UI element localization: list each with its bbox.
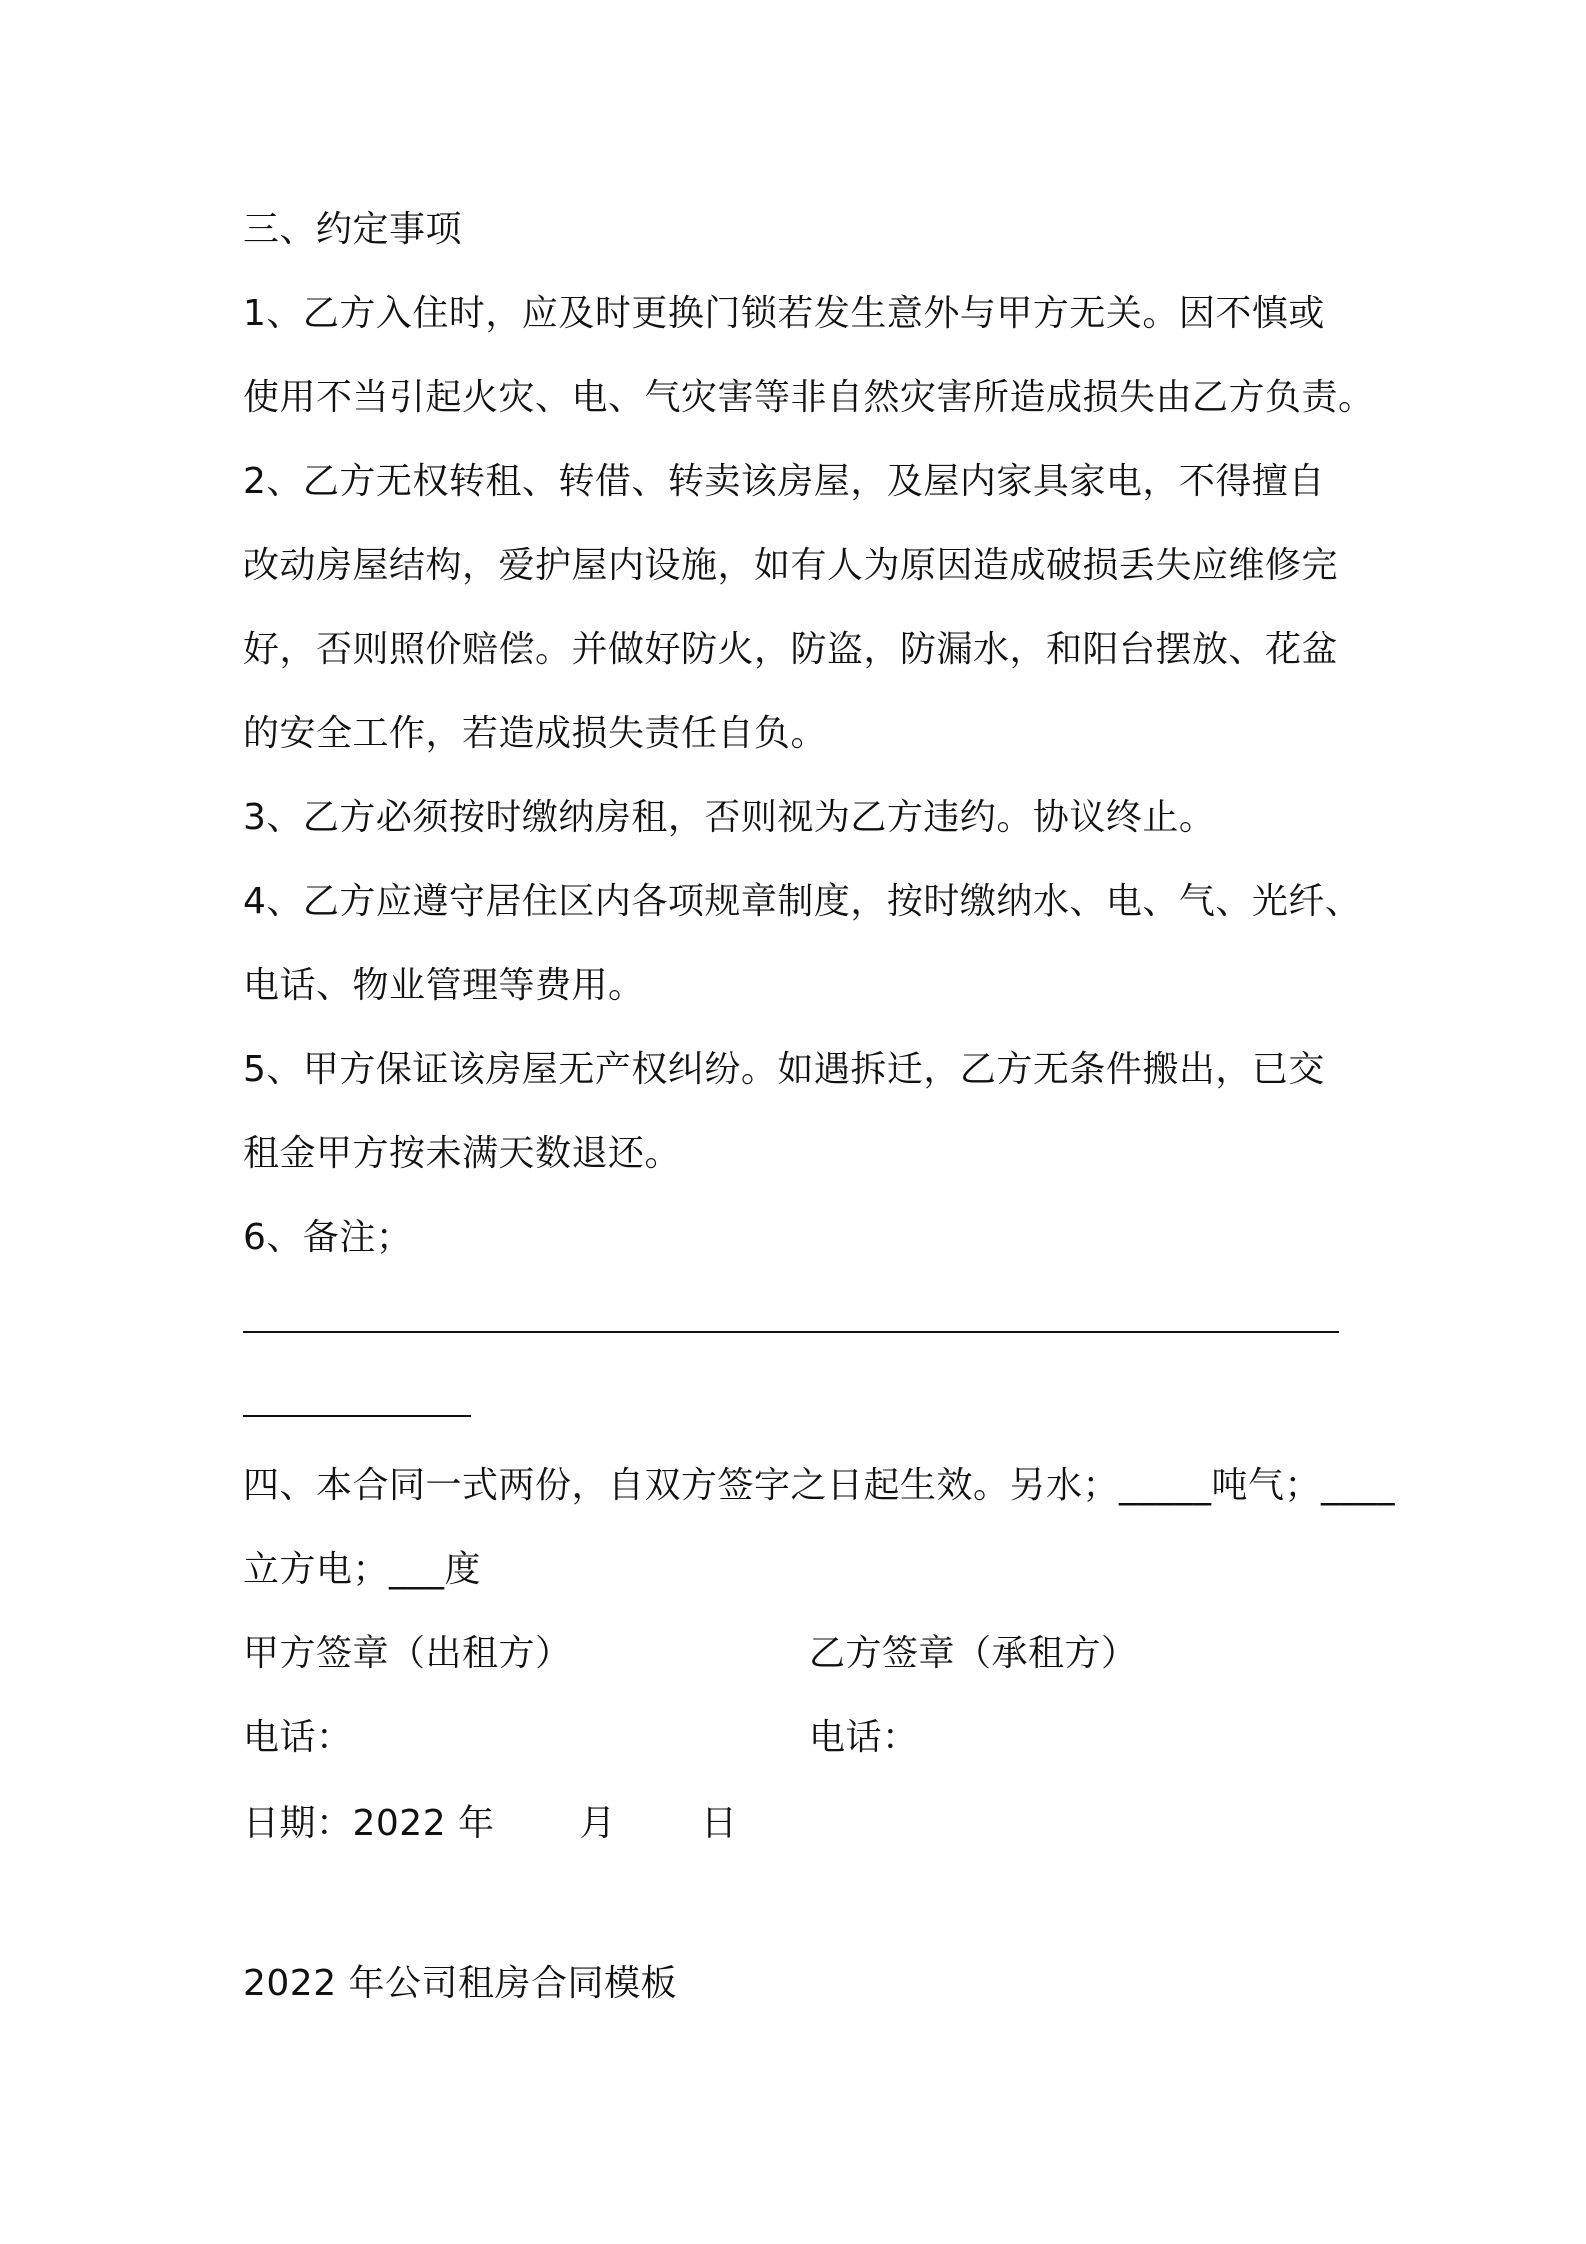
clause-line: 改动房屋结构，爱护屋内设施，如有人为原因造成破损丢失应维修完 — [243, 545, 1339, 586]
clause-line: 的安全工作，若造成损失责任自负。 — [243, 713, 828, 754]
section-four-line1: 四、本合同一式两份，自双方签字之日起生效。另水；_____吨气；____ — [243, 1465, 1396, 1506]
party-b-signature-label: 乙方签章（承租方） — [809, 1633, 1138, 1674]
clause-line: 电话、物业管理等费用。 — [243, 965, 645, 1006]
clause-line: 4、乙方应遵守居住区内各项规章制度，按时缴纳水、电、气、光纤、 — [243, 881, 1362, 922]
clause-line: 1、乙方入住时，应及时更换门锁若发生意外与甲方无关。因不慎或 — [243, 293, 1325, 334]
section-heading: 三、约定事项 — [243, 209, 463, 250]
date-line: 日期：2022 年 月 日 — [243, 1803, 738, 1844]
clause-line: 2、乙方无权转租、转借、转卖该房屋，及屋内家具家电，不得擅自 — [243, 461, 1325, 502]
remarks-blank-line-short[interactable] — [243, 1384, 471, 1428]
clause-line: 3、乙方必须按时缴纳房租，否则视为乙方违约。协议终止。 — [243, 797, 1216, 838]
clause-line: 好，否则照价赔偿。并做好防火，防盗，防漏水，和阳台摆放、花盆 — [243, 629, 1339, 670]
clause-line: 租金甲方按未满天数退还。 — [243, 1133, 682, 1174]
remarks-label: 6、备注； — [243, 1217, 413, 1258]
clause-line: 5、甲方保证该房屋无产权纠纷。如遇拆迁，乙方无条件搬出，已交 — [243, 1049, 1325, 1090]
remarks-blank-line[interactable] — [243, 1300, 1339, 1344]
party-a-phone-label: 电话： — [243, 1717, 353, 1758]
party-a-signature-label: 甲方签章（出租方） — [243, 1633, 572, 1674]
clause-line: 使用不当引起火灾、电、气灾害等非自然灾害所造成损失由乙方负责。 — [243, 377, 1375, 418]
footer-title: 2022 年公司租房合同模板 — [243, 1963, 678, 2004]
party-b-phone-label: 电话： — [809, 1717, 919, 1758]
section-four-line2: 立方电；___度 — [243, 1549, 482, 1590]
